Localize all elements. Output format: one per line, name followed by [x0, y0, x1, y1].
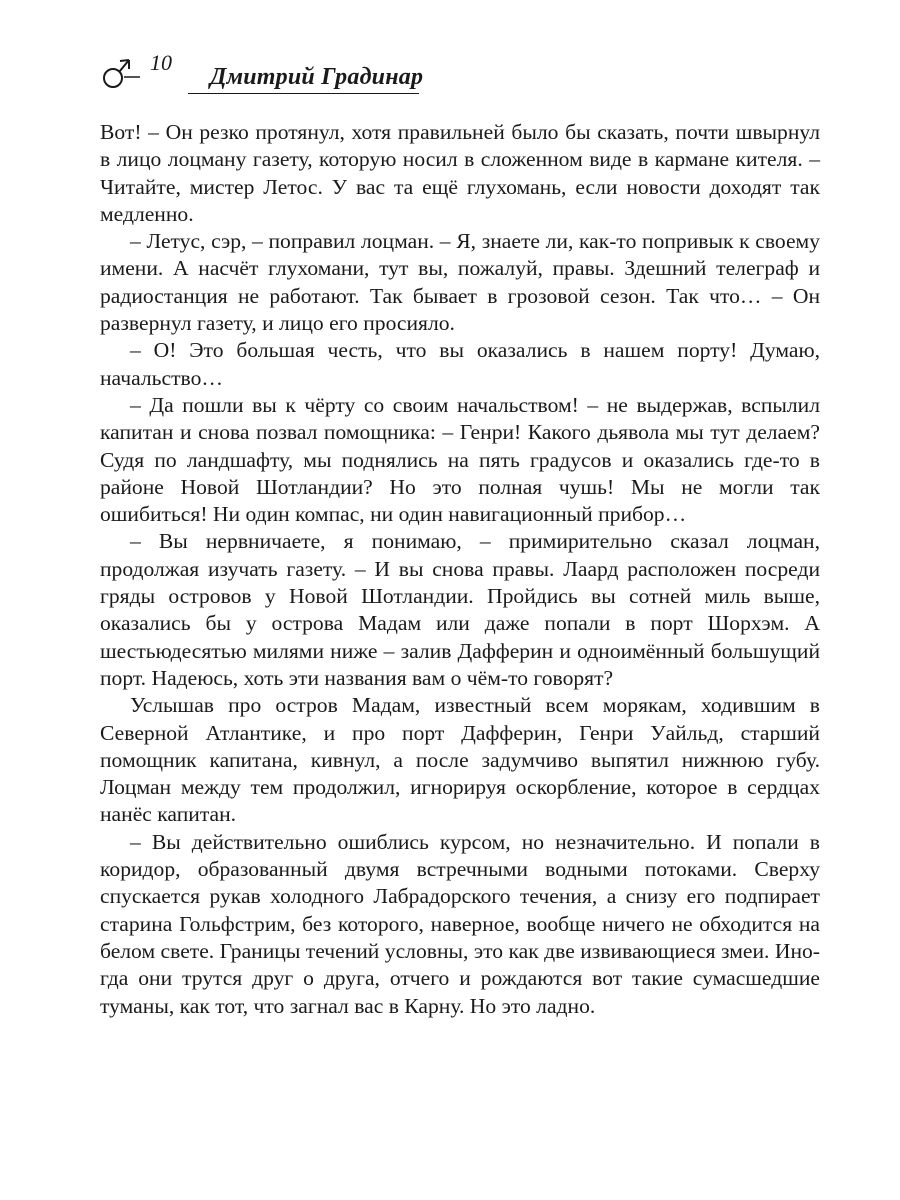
paragraph: Вот! – Он резко протянул, хотя правильней было бы сказать, почти швырнул в лицо лоцману газету, которую носил в сложенном виде в кармане кителя. – Читайте, мистер Летос. У вас та ещё глухомань, если новости доходят так медленно.	[100, 120, 820, 226]
page-number: 10	[150, 50, 172, 75]
author-name: Дмитрий Градинар	[210, 64, 424, 90]
paragraph: – О! Это большая честь, что вы оказались в нашем порту! Думаю, начальство…	[100, 338, 820, 390]
paragraph: – Да пошли вы к чёрту со своим начальством! – не выдержав, вспылил капитан и снова позвал помощника: – Генри! Какого дьявола мы тут делаем? Судя по ландшафту, мы поднялись на пять градусов и оказались где-то в районе Новой Шотландии? Но это полная чушь! Мы не могли так ошибиться! Ни один компас, ни один навигационный прибор…	[100, 392, 820, 527]
paragraph: – Вы действительно ошиблись курсом, но незначительно. И попали в коридор, образованный двумя встречными водными потоками. Сверху спускается рукав холодного Лабрадорского течения, а снизу его подпирает старина Гольфстрим, без которого, наверное, вообще ничего не обходится на белом свете. Границы течений условны, это как две извивающиеся змеи. Иногда они трутся друг о друга, отчего и рождаются вот такие сумасшедшие туманы, как тот, что загнал вас в Карну. Но это ладно.	[100, 829, 820, 1018]
header-rule	[188, 93, 419, 94]
male-symbol-icon	[100, 48, 140, 92]
running-header	[100, 48, 430, 102]
paragraph: – Летус, сэр, – поправил лоцман. – Я, знаете ли, как-то попривык к своему имени. А насчёт глухомани, тут вы, пожалуй, правы. Здешний телеграф и радиостанция не работают. Так бывает в грозовой сезон. Так что… – Он развернул газету, и лицо его просияло.	[100, 229, 820, 336]
body-text	[100, 119, 820, 1020]
paragraph: Услышав про остров Мадам, известный всем морякам, ходившим в Северной Атлантике, и про порт Дафферин, Генри Уайльд, старший помощник капитана, кивнул, а после задумчиво выпятил нижнюю губу. Лоцман между тем продолжил, игнорируя оскорбление, которое в сердцах нанёс капитан.	[100, 693, 820, 827]
paragraph: – Вы нервничаете, я понимаю, – примирительно сказал лоцман, продолжая изучать газету. – И вы снова правы. Лаард расположен посреди гряды островов у Новой Шотландии. Пройдись вы сотней миль выше, оказались бы у острова Мадам или даже попали в порт Шорхэм. А шестьюдесятью милями ниже – залив Дафферин и одноимённый большущий порт. Надеюсь, хоть эти названия вам о чём-то говорят?	[100, 529, 820, 690]
